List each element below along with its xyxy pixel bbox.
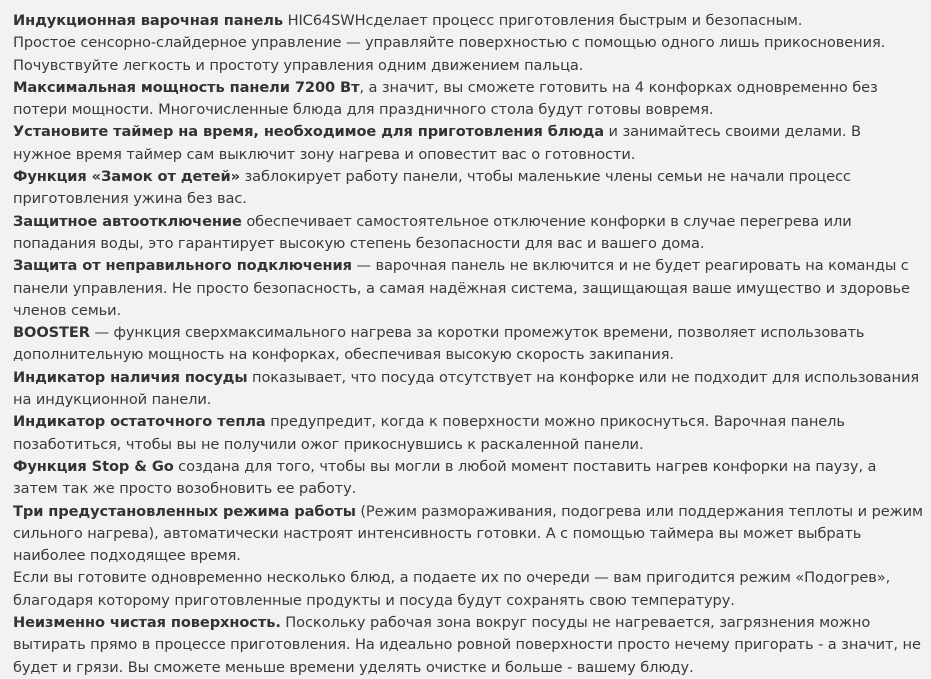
paragraph-stop-go bbox=[13, 456, 923, 501]
paragraph-max-power bbox=[13, 77, 923, 122]
paragraph-heading: Функция «Замок от детей» bbox=[13, 168, 240, 186]
paragraph-text: — варочная панель не включится и не будет реагировать на команды с панели управления. Не просто безопасность, а самая надёжная система, защищающая ваше имущество и здоровье членов семьи. bbox=[13, 257, 910, 319]
paragraph-heading: Защитное автоотключение bbox=[13, 212, 242, 230]
paragraph-text: — функция сверхмаксимального нагрева за коротки промежуток времени, позволяет использовать дополнительную мощность на конфорках, обеспечивая высокую скорость закипания. bbox=[13, 324, 865, 364]
paragraph-heading: Установите таймер на время, необходимое для приготовления блюда bbox=[13, 123, 604, 141]
paragraph-heading: Функция Stop & Go bbox=[13, 457, 174, 475]
paragraph-text: HIC64SWHсделает процесс приготовления быстрым и безопасным. Простое сенсорно-слайдерное управление — управляйте поверхностью с помощью одного лишь прикосновения. Почувствуйте легкость и простоту управления одним движением пальца. bbox=[13, 12, 886, 74]
paragraph-text: показывает, что посуда отсутствует на конфорке или не подходит для использования на индукционной панели. bbox=[13, 368, 920, 409]
paragraph-preset-modes bbox=[13, 501, 923, 612]
paragraph-text: обеспечивает самостоятельное отключение конфорки в случае перегрева или попадания воды, это гарантирует высокую степень безопасности для вас и вашего дома. bbox=[13, 212, 852, 252]
paragraph-induction-panel bbox=[13, 10, 923, 77]
paragraph-timer bbox=[13, 121, 923, 166]
paragraph-text: заблокирует работу панели, чтобы маленькие члены семьи не начали процесс приготовления ужина без вас. bbox=[13, 168, 851, 208]
paragraph-clean-surface bbox=[13, 612, 923, 679]
paragraph-child-lock bbox=[13, 166, 923, 211]
paragraph-heading: Защита от неправильного подключения bbox=[13, 257, 352, 275]
paragraph-text: и занимайтесь своими делами. В нужное время таймер сам выключит зону нагрева и оповестит вас о готовности. bbox=[13, 123, 861, 163]
paragraph-heading: Три предустановленных режима работы bbox=[13, 502, 356, 520]
paragraph-text: (Режим размораживания, подогрева или поддержания теплоты и режим сильного нагрева), автоматически настроят интенсивность готовки. А с помощью таймера вы может выбрать наиболее подходящее время. Если вы готовите одновременно несколько блюд, а подаете их по очереди — вам пригодится режим «Подогрев», благодаря которому приготовленные продукты и посуда будут сохранять свою температуру. bbox=[13, 502, 923, 609]
paragraph-heading: Неизменно чистая поверхность. bbox=[13, 614, 281, 632]
paragraph-text: , а значит, вы сможете готовить на 4 конфорках одновременно без потери мощности. Многочисленные блюда для праздничного стола будут готовы вовремя. bbox=[13, 78, 878, 119]
paragraph-heading: BOOSTER bbox=[13, 324, 90, 342]
paragraph-booster bbox=[13, 322, 923, 367]
paragraph-heading: Индикатор остаточного тепла bbox=[13, 413, 266, 431]
paragraph-heading: Индикатор наличия посуды bbox=[13, 368, 248, 386]
paragraph-pan-indicator bbox=[13, 367, 923, 412]
paragraph-wrong-connection bbox=[13, 255, 923, 322]
paragraph-heading: Максимальная мощность панели 7200 Вт bbox=[13, 78, 360, 96]
paragraph-text: создана для того, чтобы вы могли в любой момент поставить нагрев конфорки на паузу, а затем так же просто возобновить ее работу. bbox=[13, 457, 877, 498]
paragraph-heading: Индукционная варочная панель bbox=[13, 12, 284, 29]
paragraph-residual-heat bbox=[13, 411, 923, 456]
paragraph-text: Поскольку рабочая зона вокруг посуды не нагревается, загрязнения можно вытирать прямо в процессе приготовления. На идеально ровной поверхности просто нечему пригорать - а значит, не будет и грязи. Вы сможете меньше времени уделять очистке и больше - вашему блюду. bbox=[13, 614, 921, 676]
paragraph-text: предупредит, когда к поверхности можно прикоснуться. Варочная панель позаботиться, чтобы вы не получили ожог прикоснувшись к раскаленной панели. bbox=[13, 413, 845, 453]
paragraph-auto-off bbox=[13, 211, 923, 256]
